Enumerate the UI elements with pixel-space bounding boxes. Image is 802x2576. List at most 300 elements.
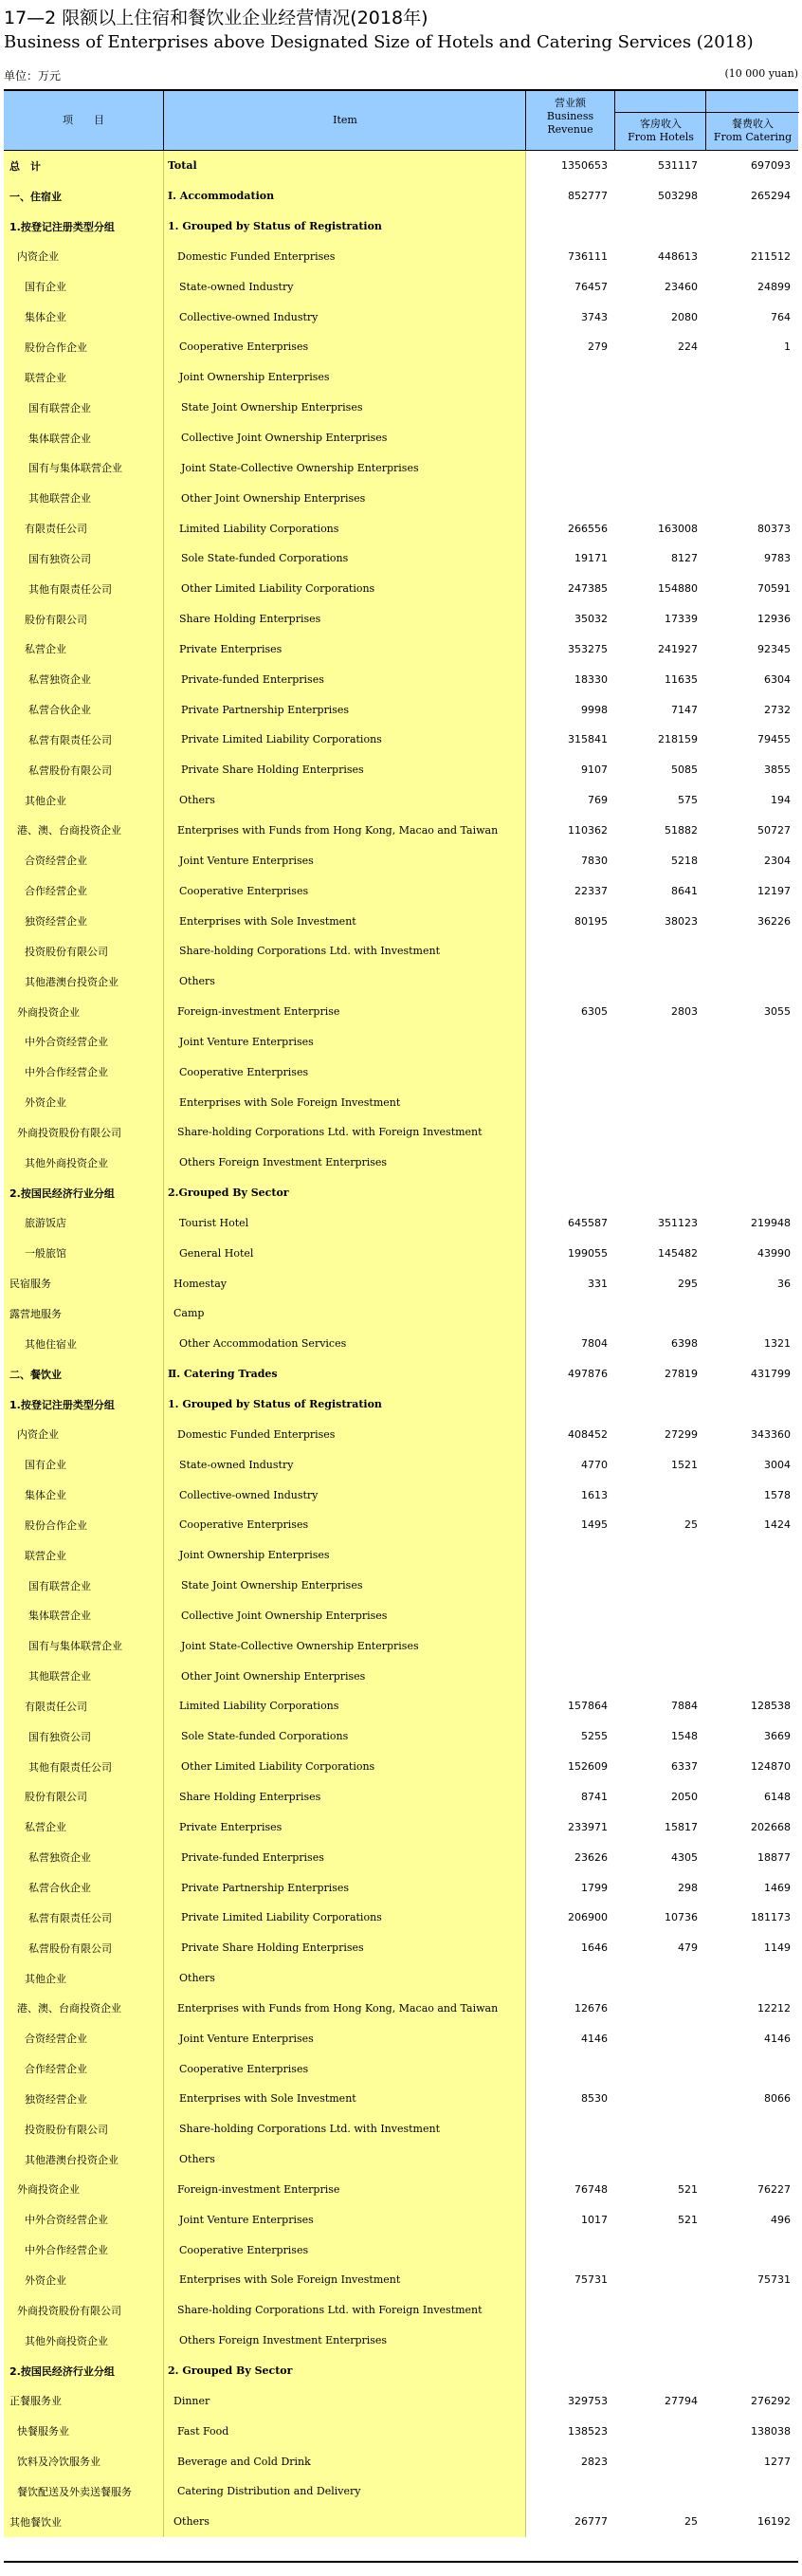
hotels-revenue-cell	[614, 966, 705, 997]
table-row	[4, 574, 798, 604]
hotels-revenue-cell	[614, 2416, 705, 2446]
hotels-revenue-cell: 25	[614, 2507, 705, 2537]
table-row	[4, 483, 798, 513]
business-revenue-cell	[525, 2114, 615, 2144]
table-row	[4, 1117, 798, 1148]
row-label-cn: 私营合伙企业	[28, 1882, 91, 1895]
row-label-cn: 外资企业	[25, 1096, 66, 1110]
row-label-en: Joint Venture Enterprises	[163, 2023, 541, 2053]
catering-revenue-cell: 70591	[705, 574, 798, 604]
row-label-cn: 2.按国民经济行业分组	[9, 1187, 115, 1200]
page-title: 17—2 限额以上住宿和餐饮业企业经营情况(2018年)	[4, 8, 428, 28]
row-label-cn: 一、住宿业	[9, 190, 62, 203]
table-row	[4, 1812, 798, 1842]
catering-revenue-cell: 50727	[705, 816, 798, 846]
row-label-en: Fast Food	[163, 2416, 539, 2446]
row-label-en: Private Share Holding Enterprises	[163, 1933, 543, 1963]
business-revenue-cell: 1495	[525, 1510, 615, 1540]
hotels-revenue-cell: 27299	[614, 1419, 705, 1449]
catering-revenue-cell: 1578	[705, 1480, 798, 1510]
catering-revenue-cell: 2732	[705, 694, 798, 725]
business-revenue-cell: 152609	[525, 1752, 615, 1782]
table-row	[4, 1963, 798, 1994]
catering-revenue-cell: 128538	[705, 1691, 798, 1721]
row-label-cn: 露营地服务	[9, 1307, 62, 1320]
row-label-cn: 民宿服务	[9, 1278, 51, 1291]
business-revenue-cell	[525, 483, 615, 513]
hotels-revenue-cell: 224	[614, 332, 705, 362]
header-hotels-en: From Hotels	[628, 131, 694, 143]
row-label-en: Share Holding Enterprises	[163, 604, 541, 635]
header-catering-en: From Catering	[713, 131, 793, 143]
catering-revenue-cell: 697093	[705, 151, 798, 181]
catering-revenue-cell: 219948	[705, 1208, 798, 1239]
row-label-en: Other Accommodation Services	[163, 1329, 541, 1359]
catering-revenue-cell: 496	[705, 2204, 798, 2235]
table-row	[4, 2446, 798, 2476]
row-label-cn: 其他餐饮业	[9, 2515, 62, 2529]
hotels-revenue-cell: 145482	[614, 1238, 705, 1268]
row-label-cn: 私营股份有限公司	[28, 764, 112, 777]
table-row	[4, 1329, 798, 1359]
business-revenue-cell	[525, 212, 615, 242]
catering-revenue-cell	[705, 1389, 798, 1420]
row-label-en: Joint Ownership Enterprises	[163, 1540, 541, 1571]
catering-revenue-cell	[705, 2114, 798, 2144]
hotels-revenue-cell: 8641	[614, 875, 705, 906]
row-label-cn: 港、澳、台商投资企业	[17, 2002, 121, 2015]
row-label-cn: 联营企业	[25, 371, 66, 384]
business-revenue-cell	[525, 2053, 615, 2084]
hotels-revenue-cell: 6337	[614, 1752, 705, 1782]
business-revenue-cell: 1613	[525, 1480, 615, 1510]
business-revenue-cell	[525, 1571, 615, 1601]
catering-revenue-cell: 211512	[705, 242, 798, 272]
hotels-revenue-cell: 10736	[614, 1903, 705, 1933]
catering-revenue-cell: 1277	[705, 2446, 798, 2476]
hotels-revenue-cell: 448613	[614, 242, 705, 272]
catering-revenue-cell: 3055	[705, 997, 798, 1027]
hotels-revenue-cell: 27819	[614, 1359, 705, 1389]
row-label-cn: 私营企业	[25, 643, 66, 656]
catering-revenue-cell: 764	[705, 302, 798, 332]
business-revenue-cell: 4770	[525, 1449, 615, 1480]
row-label-cn: 正餐服务业	[9, 2395, 62, 2408]
hotels-revenue-cell	[614, 2023, 705, 2053]
row-label-en: Limited Liability Corporations	[163, 513, 541, 543]
row-label-en: Cooperative Enterprises	[163, 1510, 541, 1540]
table-row	[4, 1993, 798, 2023]
row-label-en: Domestic Funded Enterprises	[163, 1419, 539, 1449]
row-label-cn: 合资经营企业	[25, 855, 87, 868]
hotels-revenue-cell	[614, 1026, 705, 1057]
row-label-cn: 外商投资股份有限公司	[17, 1126, 121, 1139]
row-label-en: Beverage and Cold Drink	[163, 2446, 539, 2476]
row-label-cn: 投资股份有限公司	[25, 2123, 108, 2136]
table-row	[4, 1026, 798, 1057]
business-revenue-cell: 315841	[525, 725, 615, 755]
business-revenue-cell: 19171	[525, 543, 615, 574]
table-header	[4, 91, 798, 151]
business-revenue-cell: 279	[525, 332, 615, 362]
business-revenue-cell	[525, 1117, 615, 1148]
row-label-en: Others	[163, 1963, 541, 1994]
catering-revenue-cell: 36226	[705, 906, 798, 936]
row-label-cn: 联营企业	[25, 1549, 66, 1562]
hotels-revenue-cell: 575	[614, 785, 705, 816]
catering-revenue-cell	[705, 966, 798, 997]
row-label-cn: 1.按登记注册类型分组	[9, 220, 115, 233]
hotels-revenue-cell	[614, 1993, 705, 2023]
row-label-cn: 独资经营企业	[25, 2092, 87, 2106]
catering-revenue-cell	[705, 2235, 798, 2265]
row-label-en: Other Joint Ownership Enterprises	[163, 1661, 543, 1691]
hotels-revenue-cell: 2080	[614, 302, 705, 332]
catering-revenue-cell	[705, 2053, 798, 2084]
catering-revenue-cell	[705, 1026, 798, 1057]
table-row	[4, 936, 798, 966]
catering-revenue-cell: 3004	[705, 1449, 798, 1480]
row-label-cn: 合作经营企业	[25, 2063, 87, 2076]
catering-revenue-cell: 18877	[705, 1842, 798, 1872]
catering-revenue-cell: 3855	[705, 755, 798, 785]
hotels-revenue-cell: 2050	[614, 1782, 705, 1812]
table-row	[4, 2084, 798, 2114]
hotels-revenue-cell: 295	[614, 1268, 705, 1298]
row-label-cn: 二、餐饮业	[9, 1368, 62, 1381]
header-revenue-cn: 营业额	[555, 97, 586, 109]
row-label-en: Private Enterprises	[163, 635, 541, 665]
table-row	[4, 2416, 798, 2446]
row-label-en: Collective Joint Ownership Enterprises	[163, 1601, 543, 1631]
catering-revenue-cell	[705, 2144, 798, 2175]
row-label-en: Collective-owned Industry	[163, 302, 541, 332]
table-body	[4, 151, 798, 2537]
row-label-cn: 外资企业	[25, 2273, 66, 2287]
row-label-en: Ⅱ. Catering Trades	[163, 1359, 530, 1389]
row-label-en: Catering Distribution and Delivery	[163, 2476, 539, 2507]
catering-revenue-cell	[705, 1117, 798, 1148]
table-row	[4, 332, 798, 362]
hotels-revenue-cell	[614, 2114, 705, 2144]
row-label-cn: 国有企业	[25, 281, 66, 294]
row-label-cn: 其他港澳台投资企业	[25, 975, 118, 988]
hotels-revenue-cell	[614, 1087, 705, 1117]
catering-revenue-cell: 1	[705, 332, 798, 362]
row-label-en: Foreign-investment Enterprise	[163, 997, 539, 1027]
hotels-revenue-cell	[614, 1571, 705, 1601]
catering-revenue-cell: 75731	[705, 2265, 798, 2295]
catering-revenue-cell: 1424	[705, 1510, 798, 1540]
catering-revenue-cell: 12212	[705, 1993, 798, 2023]
row-label-cn: 国有与集体联营企业	[28, 1640, 122, 1653]
row-label-en: Enterprises with Sole Investment	[163, 906, 541, 936]
hotels-revenue-cell	[614, 212, 705, 242]
catering-revenue-cell: 265294	[705, 181, 798, 212]
business-revenue-cell: 852777	[525, 181, 615, 212]
catering-revenue-cell	[705, 2356, 798, 2386]
row-label-cn: 内资企业	[17, 1428, 59, 1442]
table-row	[4, 1540, 798, 1571]
catering-revenue-cell	[705, 2326, 798, 2356]
catering-revenue-cell	[705, 1630, 798, 1661]
hotels-revenue-cell	[614, 2144, 705, 2175]
table-row	[4, 1752, 798, 1782]
catering-revenue-cell: 181173	[705, 1903, 798, 1933]
business-revenue-cell: 331	[525, 1268, 615, 1298]
row-label-cn: 合作经营企业	[25, 885, 87, 898]
row-label-cn: 外商投资企业	[17, 1005, 80, 1019]
catering-revenue-cell: 12197	[705, 875, 798, 906]
hotels-revenue-cell: 7884	[614, 1691, 705, 1721]
row-label-cn: 股份合作企业	[25, 340, 87, 354]
business-revenue-cell	[525, 1178, 615, 1208]
row-label-cn: 其他联营企业	[28, 492, 91, 506]
hotels-revenue-cell	[614, 1117, 705, 1148]
table-row	[4, 725, 798, 755]
row-label-en: Others Foreign Investment Enterprises	[163, 2326, 541, 2356]
table-row	[4, 694, 798, 725]
row-label-cn: 中外合资经营企业	[25, 1036, 108, 1049]
table-row	[4, 1842, 798, 1872]
row-label-en: 2.Grouped By Sector	[163, 1178, 530, 1208]
hotels-revenue-cell: 5218	[614, 845, 705, 875]
business-revenue-cell	[525, 1298, 615, 1329]
hotels-revenue-cell: 241927	[614, 635, 705, 665]
business-revenue-cell: 35032	[525, 604, 615, 635]
business-revenue-cell: 138523	[525, 2416, 615, 2446]
business-revenue-cell: 1017	[525, 2204, 615, 2235]
hotels-revenue-cell	[614, 483, 705, 513]
table-row	[4, 543, 798, 574]
hotels-revenue-cell	[614, 2295, 705, 2326]
row-label-en: Joint Venture Enterprises	[163, 1026, 541, 1057]
table-row	[4, 1148, 798, 1178]
row-label-cn: 国有联营企业	[28, 1579, 91, 1592]
table-row	[4, 1449, 798, 1480]
business-revenue-cell: 1350653	[525, 151, 615, 181]
row-label-en: Enterprises with Sole Foreign Investment	[163, 1087, 541, 1117]
row-label-en: Homestay	[163, 1268, 536, 1298]
row-label-en: Share-holding Corporations Ltd. with Foreign Investment	[163, 1117, 539, 1148]
header-catering	[705, 91, 799, 150]
catering-revenue-cell: 3669	[705, 1721, 798, 1752]
row-label-cn: 其他外商投资企业	[25, 2334, 108, 2347]
page-subtitle: Business of Enterprises above Designated Size of Hotels and Catering Services (2018)	[4, 32, 754, 52]
hotels-revenue-cell	[614, 2084, 705, 2114]
business-revenue-cell: 12676	[525, 1993, 615, 2023]
row-label-en: Collective-owned Industry	[163, 1480, 541, 1510]
table-row	[4, 2476, 798, 2507]
hotels-revenue-cell	[614, 1661, 705, 1691]
row-label-cn: 旅游饭店	[25, 1217, 66, 1230]
hotels-revenue-cell: 17339	[614, 604, 705, 635]
hotels-revenue-cell	[614, 452, 705, 483]
hotels-revenue-cell: 1521	[614, 1449, 705, 1480]
business-revenue-cell: 110362	[525, 816, 615, 846]
row-label-en: Enterprises with Sole Investment	[163, 2084, 541, 2114]
table-row	[4, 2507, 798, 2537]
header-catering-cn: 餐费收入	[732, 118, 774, 130]
table-row	[4, 1359, 798, 1389]
row-label-en: Cooperative Enterprises	[163, 2235, 541, 2265]
catering-revenue-cell: 2304	[705, 845, 798, 875]
hotels-revenue-cell	[614, 1389, 705, 1420]
header-revenue	[525, 91, 614, 150]
hotels-revenue-cell: 521	[614, 2175, 705, 2205]
row-label-cn: 外商投资企业	[17, 2183, 80, 2197]
catering-revenue-cell: 202668	[705, 1812, 798, 1842]
row-label-en: Private-funded Enterprises	[163, 664, 543, 694]
catering-revenue-cell: 92345	[705, 635, 798, 665]
business-revenue-cell	[525, 362, 615, 393]
table-row	[4, 966, 798, 997]
row-label-cn: 外商投资股份有限公司	[17, 2304, 121, 2317]
table-row	[4, 1630, 798, 1661]
data-table	[4, 89, 798, 2537]
catering-revenue-cell	[705, 2476, 798, 2507]
business-revenue-cell: 23626	[525, 1842, 615, 1872]
row-label-cn: 有限责任公司	[25, 1700, 87, 1713]
catering-revenue-cell	[705, 936, 798, 966]
hotels-revenue-cell	[614, 1178, 705, 1208]
business-revenue-cell: 7830	[525, 845, 615, 875]
row-label-cn: 独资经营企业	[25, 915, 87, 929]
business-revenue-cell: 199055	[525, 1238, 615, 1268]
row-label-cn: 港、澳、台商投资企业	[17, 824, 121, 837]
table-row	[4, 2175, 798, 2205]
business-revenue-cell: 206900	[525, 1903, 615, 1933]
row-label-en: Others	[163, 966, 541, 997]
catering-revenue-cell: 43990	[705, 1238, 798, 1268]
catering-revenue-cell: 194	[705, 785, 798, 816]
catering-revenue-cell: 6304	[705, 664, 798, 694]
business-revenue-cell: 769	[525, 785, 615, 816]
row-label-en: Enterprises with Sole Foreign Investment	[163, 2265, 541, 2295]
table-row	[4, 1480, 798, 1510]
row-label-cn: 股份有限公司	[25, 613, 87, 626]
table-row	[4, 181, 798, 212]
row-label-cn: 集体联营企业	[28, 432, 91, 445]
row-label-en: State-owned Industry	[163, 1449, 541, 1480]
table-row	[4, 2235, 798, 2265]
table-row	[4, 423, 798, 453]
row-label-en: Private Partnership Enterprises	[163, 1872, 543, 1903]
row-label-en: Share Holding Enterprises	[163, 1782, 541, 1812]
business-revenue-cell	[525, 452, 615, 483]
row-label-cn: 2.按国民经济行业分组	[9, 2364, 115, 2378]
unit-label-cn: 单位：万元	[4, 69, 62, 83]
business-revenue-cell	[525, 2144, 615, 2175]
row-label-en: Cooperative Enterprises	[163, 2053, 541, 2084]
business-revenue-cell	[525, 2235, 615, 2265]
row-label-en: Dinner	[163, 2385, 536, 2416]
unit-label-en: (10 000 yuan)	[724, 67, 798, 80]
row-label-en: State-owned Industry	[163, 271, 541, 302]
row-label-cn: 私营有限责任公司	[28, 733, 112, 746]
business-revenue-cell	[525, 1963, 615, 1994]
row-label-en: Sole State-funded Corporations	[163, 543, 543, 574]
hotels-revenue-cell: 503298	[614, 181, 705, 212]
row-label-en: Other Limited Liability Corporations	[163, 1752, 543, 1782]
hotels-revenue-cell	[614, 1298, 705, 1329]
business-revenue-cell	[525, 2356, 615, 2386]
table-row	[4, 151, 798, 181]
catering-revenue-cell	[705, 1298, 798, 1329]
table-row	[4, 875, 798, 906]
table-row	[4, 2356, 798, 2386]
catering-revenue-cell	[705, 212, 798, 242]
row-label-cn: 餐饮配送及外卖送餐服务	[17, 2485, 132, 2498]
hotels-revenue-cell: 298	[614, 1872, 705, 1903]
business-revenue-cell: 18330	[525, 664, 615, 694]
table-row	[4, 1178, 798, 1208]
hotels-revenue-cell: 5085	[614, 755, 705, 785]
business-revenue-cell	[525, 1601, 615, 1631]
business-revenue-cell	[525, 1087, 615, 1117]
hotels-revenue-cell	[614, 2265, 705, 2295]
row-label-cn: 国有独资公司	[28, 1730, 91, 1743]
hotels-revenue-cell	[614, 393, 705, 423]
header-revenue-en1: Business	[546, 110, 594, 122]
row-label-cn: 其他港澳台投资企业	[25, 2153, 118, 2166]
row-label-cn: 股份有限公司	[25, 1791, 87, 1804]
business-revenue-cell: 1799	[525, 1872, 615, 1903]
hotels-revenue-cell: 8127	[614, 543, 705, 574]
row-label-cn: 私营股份有限公司	[28, 1941, 112, 1955]
hotels-revenue-cell: 23460	[614, 271, 705, 302]
row-label-en: Private Limited Liability Corporations	[163, 725, 543, 755]
business-revenue-cell: 247385	[525, 574, 615, 604]
row-label-cn: 其他有限责任公司	[28, 582, 112, 596]
table-row	[4, 393, 798, 423]
table-row	[4, 513, 798, 543]
row-label-en: Enterprises with Funds from Hong Kong, Macao and Taiwan	[163, 816, 539, 846]
row-label-cn: 有限责任公司	[25, 523, 87, 536]
catering-revenue-cell	[705, 483, 798, 513]
row-label-en: Other Limited Liability Corporations	[163, 574, 543, 604]
row-label-en: Ⅰ. Accommodation	[163, 181, 530, 212]
catering-revenue-cell: 1149	[705, 1933, 798, 1963]
table-row	[4, 1933, 798, 1963]
business-revenue-cell	[525, 936, 615, 966]
table-row	[4, 604, 798, 635]
hotels-revenue-cell	[614, 2356, 705, 2386]
row-label-cn: 合资经营企业	[25, 2033, 87, 2046]
catering-revenue-cell	[705, 1661, 798, 1691]
catering-revenue-cell: 4146	[705, 2023, 798, 2053]
table-row	[4, 1571, 798, 1601]
catering-revenue-cell: 431799	[705, 1359, 798, 1389]
table-row	[4, 755, 798, 785]
hotels-revenue-cell	[614, 2235, 705, 2265]
hotels-revenue-cell	[614, 2326, 705, 2356]
row-label-en: Private Enterprises	[163, 1812, 541, 1842]
row-label-en: Private Share Holding Enterprises	[163, 755, 543, 785]
row-label-cn: 1.按登记注册类型分组	[9, 1398, 115, 1411]
business-revenue-cell: 353275	[525, 635, 615, 665]
catering-revenue-cell: 16192	[705, 2507, 798, 2537]
row-label-en: Cooperative Enterprises	[163, 332, 541, 362]
table-row	[4, 271, 798, 302]
catering-revenue-cell	[705, 2295, 798, 2326]
hotels-revenue-cell: 531117	[614, 151, 705, 181]
business-revenue-cell: 2823	[525, 2446, 615, 2476]
business-revenue-cell	[525, 1630, 615, 1661]
row-label-en: Collective Joint Ownership Enterprises	[163, 423, 543, 453]
business-revenue-cell	[525, 966, 615, 997]
table-row	[4, 2144, 798, 2175]
